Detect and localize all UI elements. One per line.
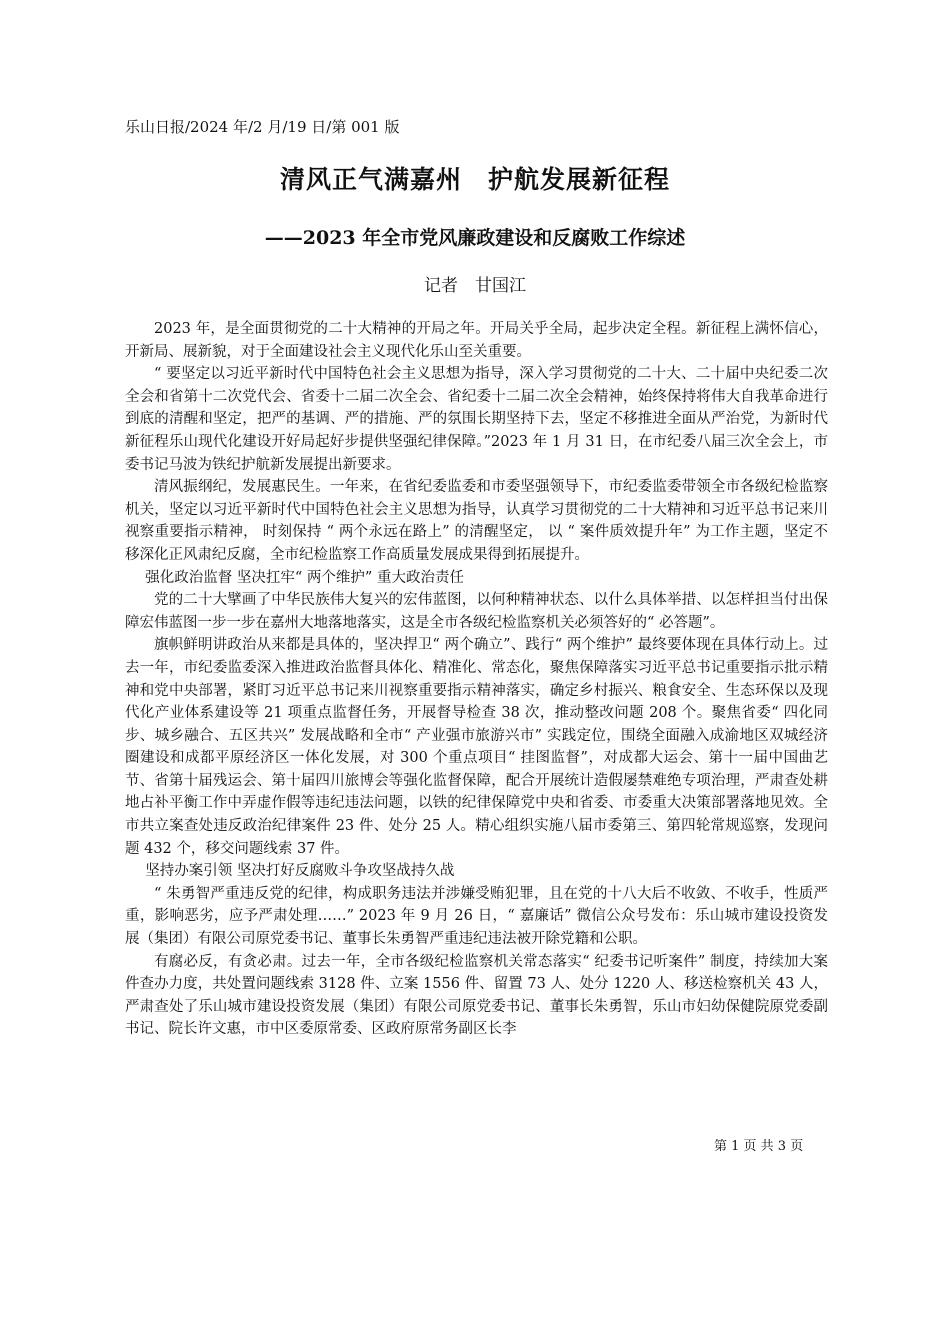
section-heading: 坚持办案引领 坚决打好反腐败斗争攻坚战持久战	[145, 863, 455, 880]
section-heading: 强化政治监督 坚决扛牢“ 两个维护” 重大政治责任	[145, 569, 464, 586]
article-byline: 记者 甘国江	[424, 276, 526, 296]
paragraph: 2023 年，是全面贯彻党的二十大精神的开局之年。开局关乎全局，起步决定全程。新征程上满怀信心，开新局、展新貌，对于全面建设社会主义现代化乐山至关重要。	[125, 321, 828, 360]
paragraph: “ 朱勇智严重违反党的纪律，构成职务违法并涉嫌受贿犯罪，且在党的十八大后不收敛、不收手，性质严重，影响恶劣，应予严肃处理……” 2023 年 9 月 26 日，“ 嘉廉话” 微信公众号发布：乐山城市建设投资发展（集团）有限公司原党委书记、董事长朱勇智严重违纪违法被开除党籍和公职。	[125, 885, 828, 948]
paragraph: 有腐必反，有贪必肃。过去一年，全市各级纪检监察机关常态落实“ 纪委书记听案件” 制度，持续加大案件查办力度，共处置问题线索 3128 件、立案 1556 件、留置 73 人、处分 1220 人、移送检察机关 43 人，严肃查处了乐山城市建设投资发展（集团）有限公司原党委书记、董事长朱勇智，乐山市妇幼保健院原党委副书记、院长许文惠，市中区委原常委、区政府原常务副区长李	[125, 953, 828, 1038]
paragraph: “ 要坚定以习近平新时代中国特色社会主义思想为指导，深入学习贯彻党的二十大、二十届中央纪委二次全会和省第十二次党代会、省委十二届二次全会、省纪委十二届二次全会精神，始终保持将伟大自我革命进行到底的清醒和坚定，把严的基调、严的措施、严的氛围长期坚持下去，坚定不移推进全面从严治党，为新时代新征程乐山现代化建设开好局起好步提供坚强纪律保障。”2023 年 1 月 31 日，在市纪委八届三次全会上，市委书记马波为铁纪护航新发展提出新要求。	[125, 366, 828, 473]
page-number: 第 1 页 共 3 页	[714, 1139, 804, 1154]
article-title: 清风正气满嘉州 护航发展新征程	[279, 165, 670, 194]
article-body	[125, 318, 828, 1041]
article-subtitle: ——2023 年全市党风廉政建设和反腐败工作综述	[264, 227, 686, 249]
paragraph: 党的二十大擘画了中华民族伟大复兴的宏伟蓝图，以何种精神状态、以什么具体举措、以怎样担当付出保障宏伟蓝图一步一步在嘉州大地落地落实，这是全市各级纪检监察机关必须答好的“ 必答题”。	[125, 592, 828, 631]
paragraph: 清风振纲纪，发展惠民生。一年来，在省纪委监委和市委坚强领导下，市纪委监委带领全市各级纪检监察机关，坚定以习近平新时代中国特色社会主义思想为指导，认真学习贯彻党的二十大精神和习近平总书记来川视察重要指示精神， 时刻保持 “ 两个永远在路上” 的清醒坚定， 以 “ 案件质效提升年” 为工作主题，坚定不移深化正风肃纪反腐，全市纪检监察工作高质量发展成果得到拓展提升。	[125, 479, 828, 563]
paragraph: 旗帜鲜明讲政治从来都是具体的，坚决捍卫“ 两个确立”、践行“ 两个维护” 最终要体现在具体行动上。过去一年，市纪委监委深入推进政治监督具体化、精准化、常态化，聚焦保障落实习近平总书记重要指示批示精神和党中央部署，紧盯习近平总书记来川视察重要指示精神落实，确定乡村振兴、粮食安全、生态环保以及现代化产业体系建设等 21 项重点监督任务，开展督导检查 38 次，推动整改问题 208 个。聚焦省委“ 四化同步、城乡融合、五区共兴” 发展战略和全市“ 产业强市旅游兴市” 实践定位，围绕全面融入成渝地区双城经济圈建设和成都平原经济区一体化发展，对 300 个重点项目“ 挂图监督”，对成都大运会、第十一届中国曲艺节、省第十届残运会、第十届四川旅博会等强化监督保障，配合开展统计造假屡禁难绝专项治理，严肃查处耕地占补平衡工作中弄虚作假等违纪违法问题，以铁的纪律保障党中央和省委、市委重大决策部署落地见效。全市共立案查处违反政治纪律案件 23 件、处分 25 人。精心组织实施八届市委第三、第四轮常规巡察，发现问题 432 个，移交问题线索 37 件。	[125, 637, 828, 857]
publication-source: 乐山日报/2024 年/2 月/19 日/第 001 版	[125, 118, 400, 136]
